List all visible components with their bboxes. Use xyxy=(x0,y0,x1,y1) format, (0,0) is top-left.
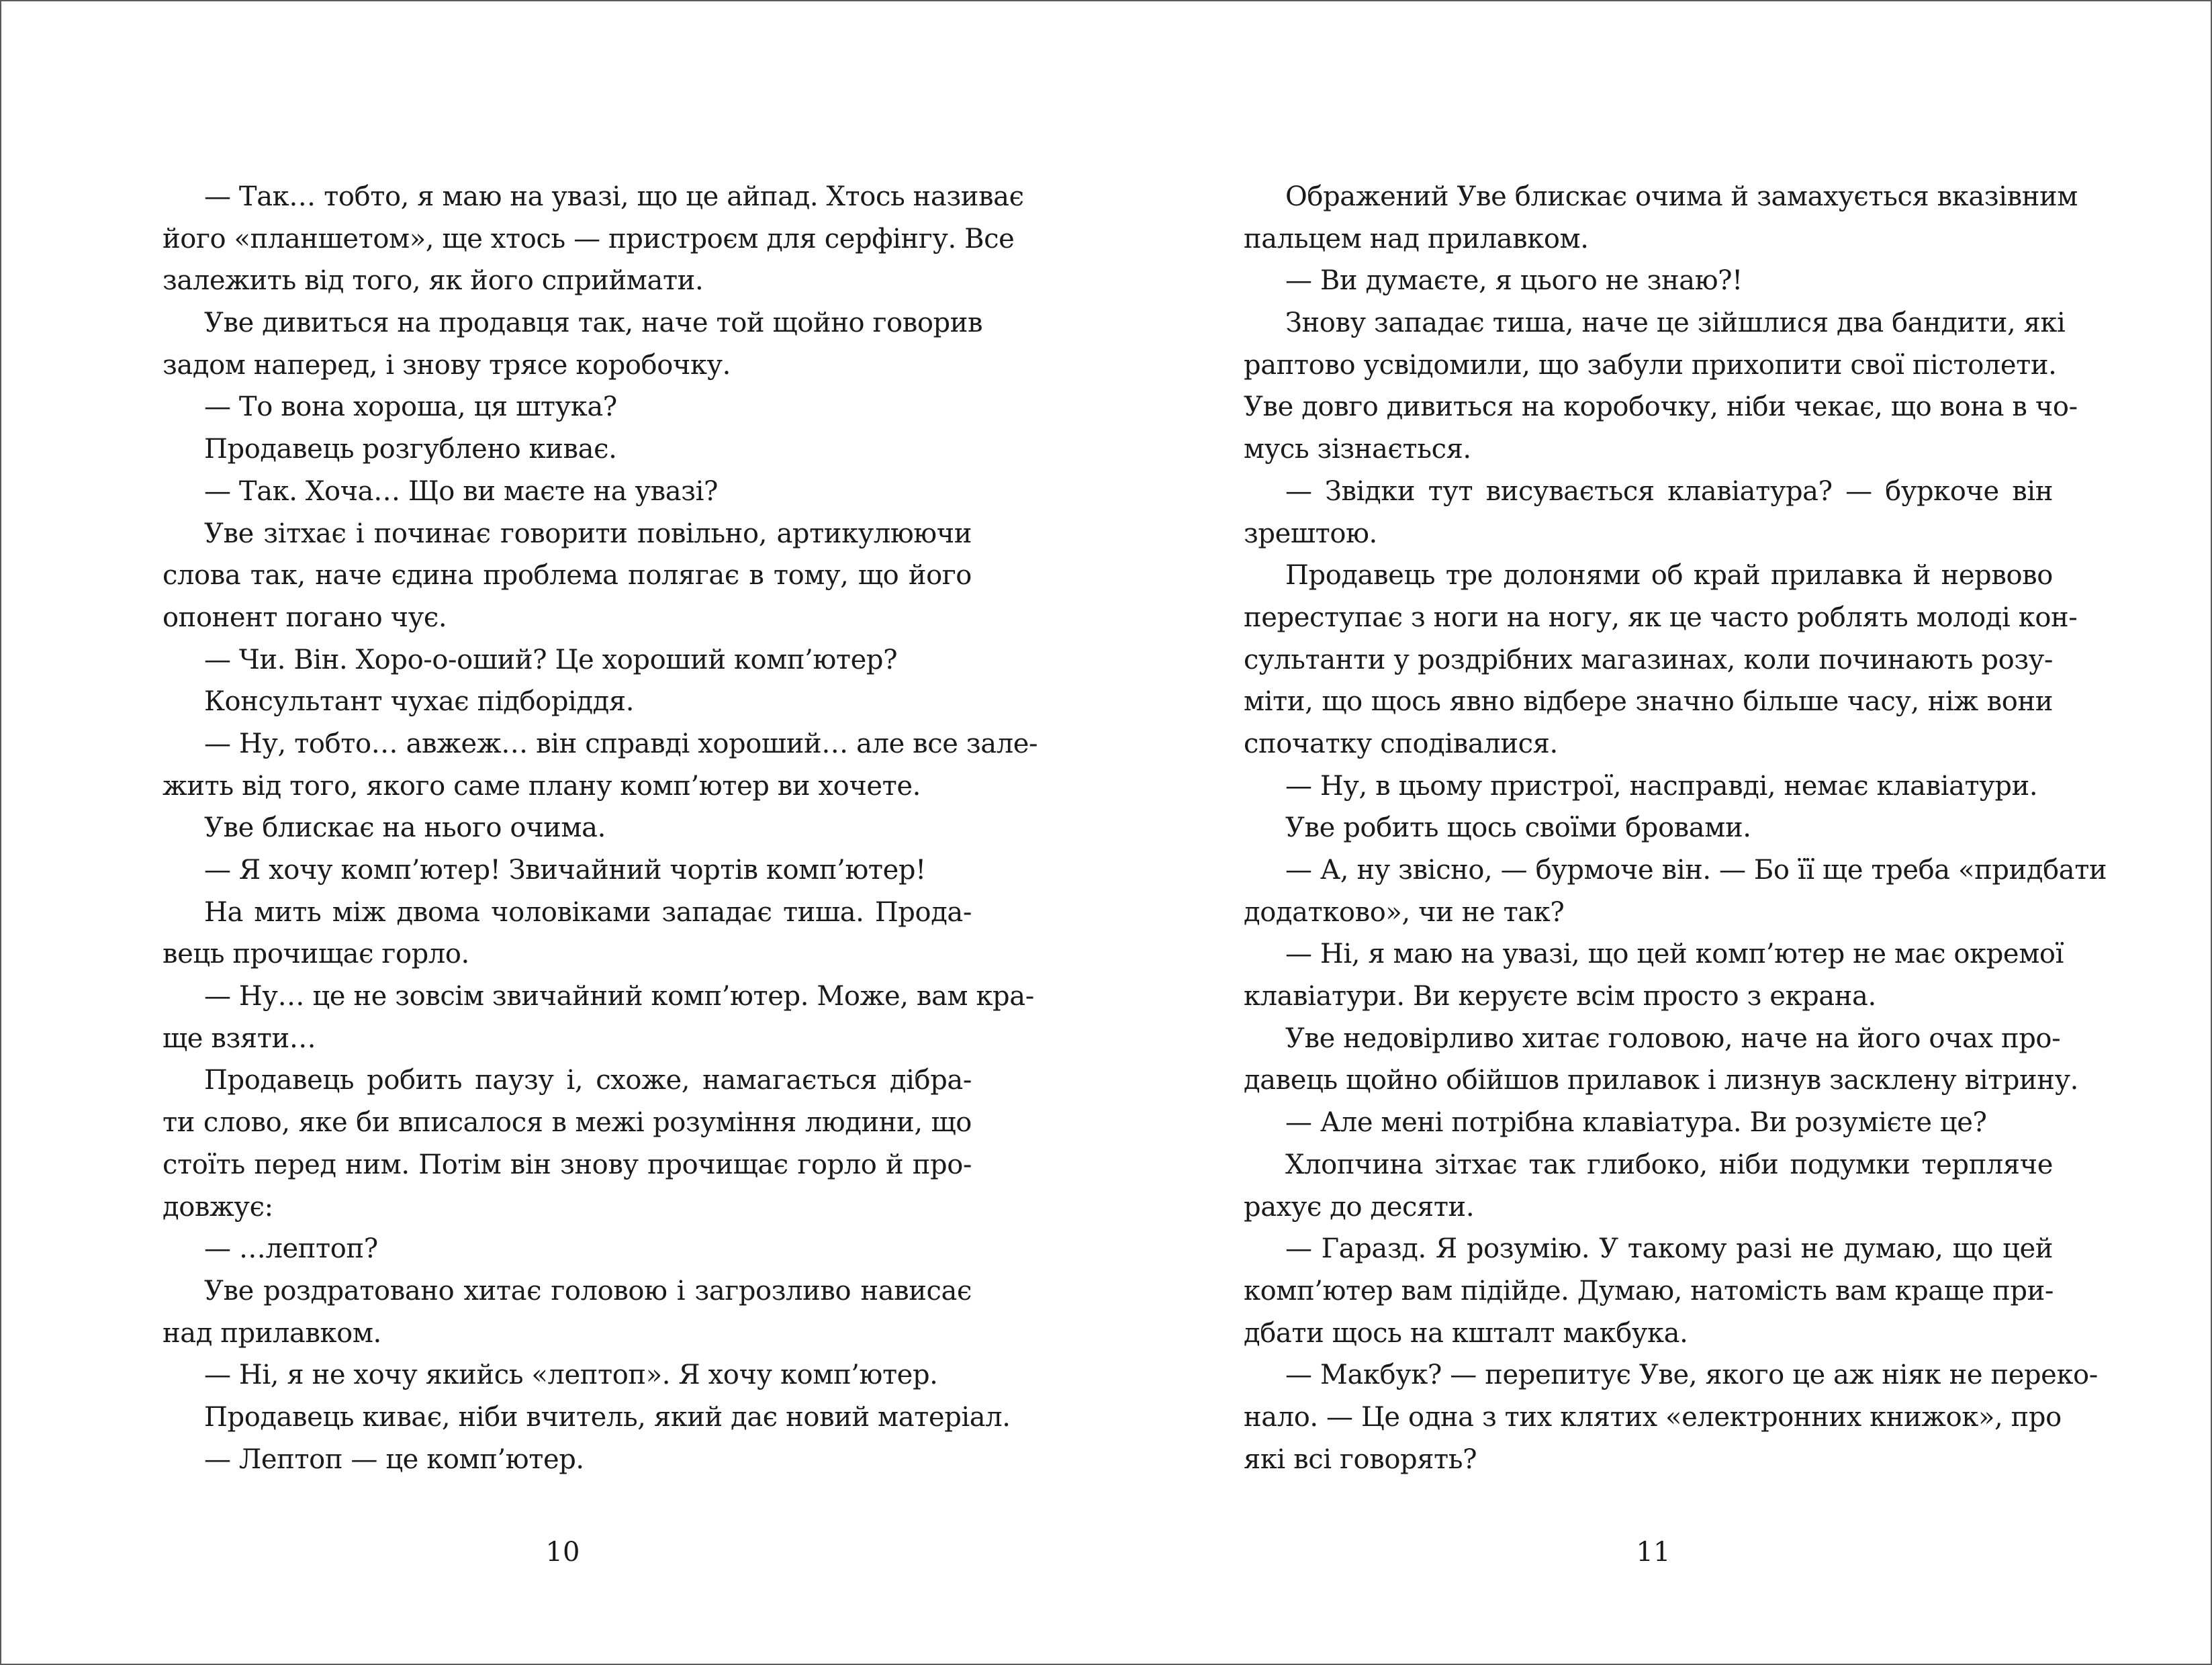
text-line: залежить від того, як його сприймати. xyxy=(163,265,704,297)
text-line: — Так. Хоча… Що ви маєте на увазі? xyxy=(204,475,719,507)
text-line: — Так… тобто, я маю на увазі, що це айпад. Хтось називає xyxy=(204,181,1024,212)
text-line: — Ну, тобто… авжеж… він справді хороший… але все зале- xyxy=(204,728,1038,759)
text-line: комп’ютер вам підійде. Думаю, натомість вам краще при- xyxy=(1244,1275,2054,1306)
text-line: міти, що щось явно відбере значно більше часу, ніж вони xyxy=(1244,686,2053,718)
text-line: Уве робить щось своїми бровами. xyxy=(1285,812,1751,844)
text-line: клавіатури. Ви керуєте всім просто з екрана. xyxy=(1244,981,1876,1012)
text-line: пальцем над прилавком. xyxy=(1244,223,1589,254)
text-line: Уве блискає на нього очима. xyxy=(204,812,606,844)
text-line: Уве роздратовано хитає головою і загрозливо нависає xyxy=(204,1275,972,1306)
text-line: Продавець робить паузу і, схоже, намагається дібра- xyxy=(204,1065,972,1096)
text-line: слова так, наче єдина проблема полягає в тому, що його xyxy=(163,560,972,591)
text-line: Хлопчина зітхає так глибоко, ніби подумки терпляче xyxy=(1285,1149,2053,1180)
text-line: задом наперед, і знову трясе коробочку. xyxy=(163,349,731,381)
text-line: рахує до десяти. xyxy=(1244,1191,1475,1223)
text-line: ще взяти… xyxy=(163,1022,316,1054)
text-line: довжує: xyxy=(163,1191,273,1223)
right-page-text xyxy=(1244,176,2107,1480)
text-line: — Звідки тут висувається клавіатура? — буркоче він xyxy=(1285,475,2053,507)
text-line: Консультант чухає підборіддя. xyxy=(204,686,635,718)
text-line: Продавець розгублено киває. xyxy=(204,434,617,465)
text-line: — Лептоп — це комп’ютер. xyxy=(204,1443,584,1475)
text-line: жить від того, якого саме плану комп’ютер ви хочете. xyxy=(163,770,921,802)
text-line: ти слово, яке би вписалося в межі розуміння людини, що xyxy=(163,1107,972,1139)
text-line: Знову западає тиша, наче це зійшлися два бандити, які xyxy=(1285,307,2066,339)
text-line: стоїть перед ним. Потім він знову прочищає горло й про- xyxy=(163,1149,972,1180)
text-line: над прилавком. xyxy=(163,1317,381,1349)
text-line: Ображений Уве блискає очима й замахується вказівним xyxy=(1285,181,2078,212)
text-line: — …лептоп? xyxy=(204,1233,378,1265)
page-number-left: 10 xyxy=(545,1537,580,1568)
text-line: які всі говорять? xyxy=(1244,1443,1477,1475)
text-line: — Але мені потрібна клавіатура. Ви розумієте це? xyxy=(1285,1107,1987,1139)
text-line: — Гаразд. Я розумію. У такому разі не думаю, що цей xyxy=(1285,1233,2053,1265)
text-line: Уве недовірливо хитає головою, наче на його очах про- xyxy=(1285,1022,2061,1054)
page-number-right: 11 xyxy=(1636,1537,1671,1568)
text-line: додатково», чи не так? xyxy=(1244,896,1565,928)
text-line: переступає з ноги на ногу, як це часто роблять молоді кон- xyxy=(1244,602,2078,633)
text-line: Продавець киває, ніби вчитель, який дає новий матеріал. xyxy=(204,1401,1011,1433)
text-line: — Ні, я не хочу якийсь «лептоп». Я хочу комп’ютер. xyxy=(204,1360,938,1391)
text-line: Продавець тре долонями об край прилавка й нервово xyxy=(1285,560,2053,591)
text-line: мусь зізнається. xyxy=(1244,434,1471,465)
text-line: дбати щось на кшталт макбука. xyxy=(1244,1317,1688,1349)
left-page-text xyxy=(163,176,1038,1480)
text-line: Уве дивиться на продавця так, наче той щойно говорив xyxy=(204,307,983,339)
text-line: Уве довго дивиться на коробочку, ніби чекає, що вона в чо- xyxy=(1244,391,2078,423)
text-line: На мить між двома чоловіками западає тиша. Прода- xyxy=(204,896,972,928)
text-line: спочатку сподівалися. xyxy=(1244,728,1558,759)
text-line: раптово усвідомили, що забули прихопити свої пістолети. xyxy=(1244,349,2057,381)
text-line: зрештою. xyxy=(1244,518,1377,549)
text-line: — То вона хороша, ця штука? xyxy=(204,391,617,423)
text-line: вець прочищає горло. xyxy=(163,939,469,970)
text-line: нало. — Це одна з тих клятих «електронних книжок», про xyxy=(1244,1401,2062,1433)
text-line: — Макбук? — перепитує Уве, якого це аж ніяк не переко- xyxy=(1285,1360,2098,1391)
text-line: — А, ну звісно, — бурмоче він. — Бо її ще треба «придбати xyxy=(1285,855,2107,886)
text-line: Уве зітхає і починає говорити повільно, артикулюючи xyxy=(204,518,972,549)
text-line: давець щойно обійшов прилавок і лизнув засклену вітрину. xyxy=(1244,1065,2078,1096)
text-line: — Ну, в цьому пристрої, насправді, немає клавіатури. xyxy=(1285,770,2038,802)
text-line: — Я хочу комп’ютер! Звичайний чортів комп’ютер! xyxy=(204,855,926,886)
text-line: — Чи. Він. Хоро-о-оший? Це хороший комп’ютер? xyxy=(204,644,898,675)
text-line: сультанти у роздрібних магазинах, коли починають розу- xyxy=(1244,644,2053,675)
text-line: його «планшетом», ще хтось — пристроєм для серфінгу. Все xyxy=(163,223,1015,254)
text-line: опонент погано чує. xyxy=(163,602,447,633)
text-line: — Ну… це не зовсім звичайний комп’ютер. Може, вам кра- xyxy=(204,981,1034,1012)
text-line: — Ви думаєте, я цього не знаю?! xyxy=(1285,265,1743,297)
text-line: — Ні, я маю на увазі, що цей комп’ютер не має окремої xyxy=(1285,939,2064,970)
